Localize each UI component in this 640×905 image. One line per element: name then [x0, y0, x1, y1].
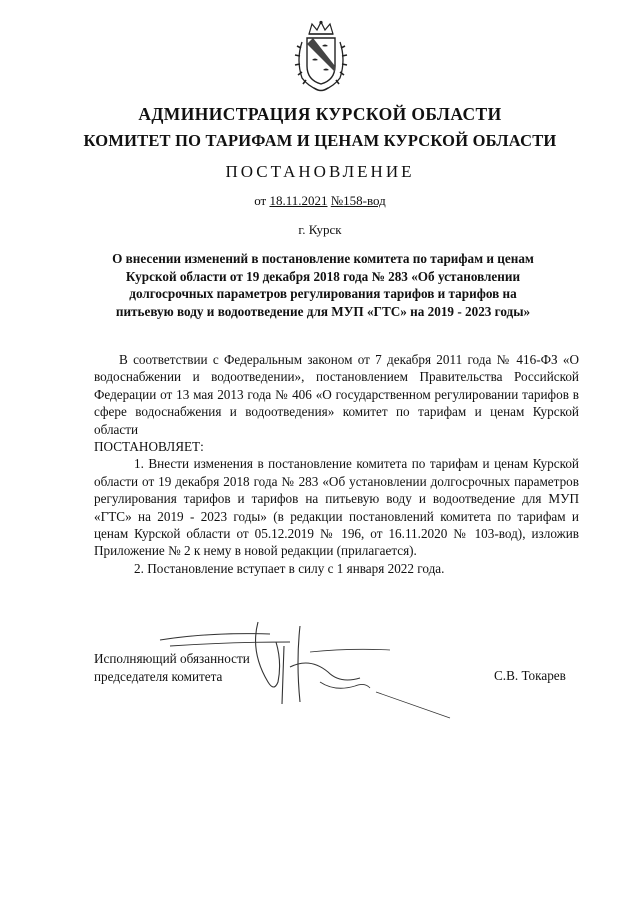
signer-name: С.В. Токарев	[494, 668, 566, 683]
signer-position	[94, 650, 250, 686]
subject-line: долгосрочных параметров регулирования тарифов и тарифов на	[129, 286, 517, 302]
document-body	[94, 351, 579, 577]
subject-line: питьевую воду и водоотведение для МУП «ГТС» на 2019 - 2023 годы»	[115, 303, 531, 319]
subject-line: О внесении изменений в постановление комитета по тарифам и ценам	[112, 251, 534, 266]
signer-position-line: председателя комитета	[94, 669, 223, 684]
document-subject	[75, 250, 571, 320]
decree-word: ПОСТАНОВЛЯЕТ:	[94, 439, 204, 455]
kursk-coat-of-arms-icon	[292, 20, 350, 94]
signer-position-line: Исполняющий обязанности	[94, 651, 250, 666]
item-2-paragraph: 2. Постановление вступает в силу с 1 января 2022 года.	[134, 560, 445, 576]
committee-title: КОМИТЕТ ПО ТАРИФАМ И ЦЕНАМ КУРСКОЙ ОБЛАСТИ	[83, 131, 557, 150]
document-date: 18.11.2021	[269, 193, 328, 208]
subject-line: Курской области от 19 декабря 2018 года № 283 «Об установлении	[125, 268, 521, 284]
date-number-line	[0, 193, 640, 209]
document-number: 158-вод	[343, 193, 386, 208]
date-prefix: от	[254, 193, 267, 208]
number-prefix: №	[330, 193, 344, 208]
org-title: АДМИНИСТРАЦИЯ КУРСКОЙ ОБЛАСТИ	[138, 104, 502, 124]
item-1-paragraph: 1. Внести изменения в постановление комитета по тарифам и ценам Курской области от 19 декабря 2018 года № 283 «Об установлении долгосрочных параметров регулирования тарифов и тарифов на питьевую воду и водоотведение для МУП «ГТС» на 2019 - 2023 годы» (в редакции постановлений комитета по тарифам и ценам Курской области от 05.12.2019 № 196, от 16.11.2020 № 103-вод), изложив Приложение № 2 к нему в новой редакции (прилагается).	[94, 456, 579, 559]
document-type: ПОСТАНОВЛЕНИЕ	[225, 162, 415, 181]
city: г. Курск	[298, 222, 342, 237]
preamble-paragraph: В соответствии с Федеральным законом от 7 декабря 2011 года № 416-ФЗ «О водоснабжении и водоотведении», постановлением Правительства Российской Федерации от 13 мая 2013 года № 406 «О государственном регулировании тарифов в сфере водоснабжения и водоотведения» комитет по тарифам и ценам Курской области	[94, 352, 579, 437]
